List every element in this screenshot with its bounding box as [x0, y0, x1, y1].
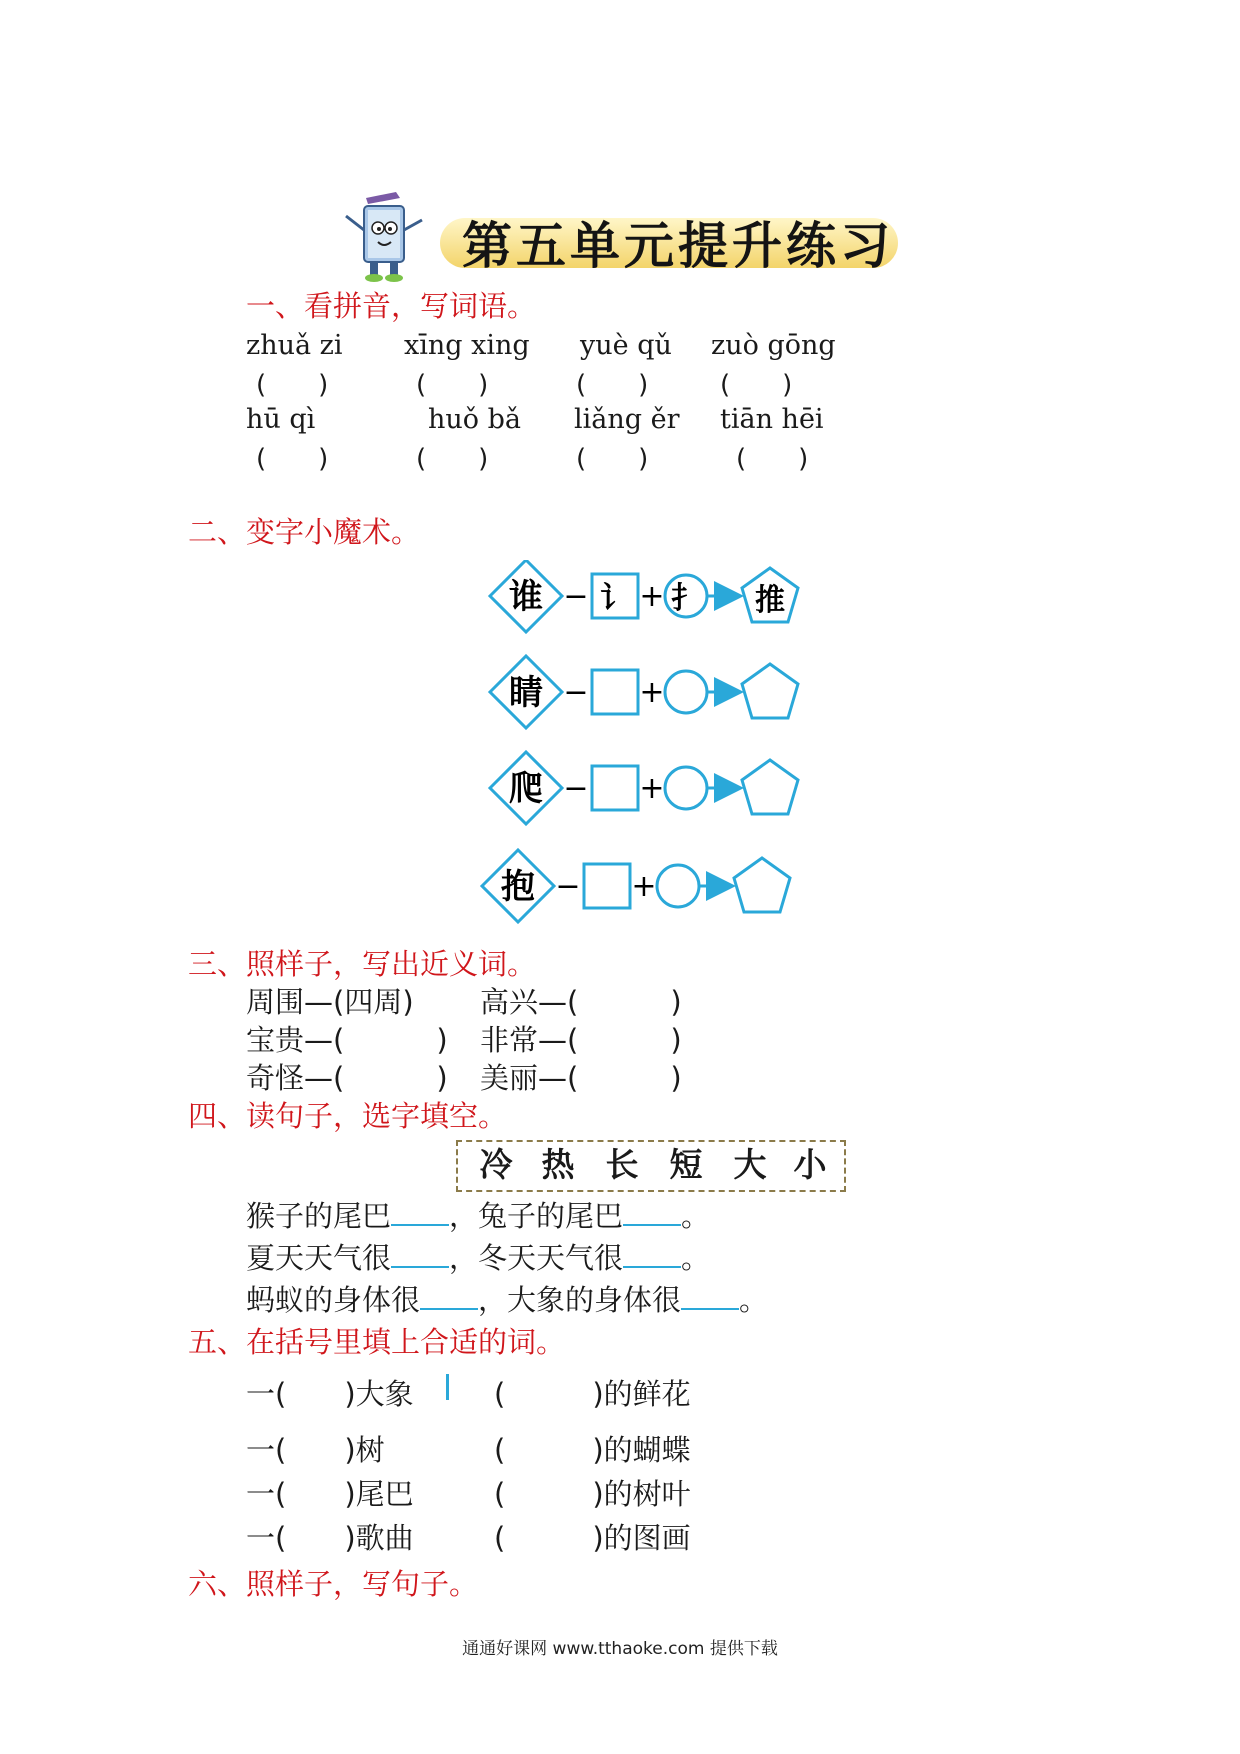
section-5-heading: 五、在括号里填上合适的词。	[188, 1325, 566, 1359]
source-char: 睛	[509, 673, 543, 713]
magic-row-example	[490, 560, 798, 632]
word-option[interactable]: 冷	[479, 1145, 513, 1184]
word-bank	[456, 1140, 846, 1192]
page-title: 第五单元提升练习	[462, 216, 894, 275]
plus-sign: +	[639, 579, 665, 614]
pinyin-4: zuò gōng	[711, 330, 836, 361]
pinyin-8: tiān hēi	[720, 404, 824, 435]
pinyin-7: liǎng ěr	[574, 404, 680, 435]
word-option[interactable]: 小	[793, 1145, 827, 1184]
square-blank	[592, 766, 638, 810]
synonym-item[interactable]: 美丽—( )	[480, 1061, 682, 1095]
answer-paren[interactable]: ( )	[416, 370, 489, 400]
removed-radical: 讠	[600, 581, 630, 616]
magic-row	[490, 656, 798, 728]
synonym-item[interactable]: 奇怪—( )	[246, 1061, 448, 1095]
source-char: 抱	[501, 867, 535, 907]
minus-sign: −	[563, 675, 589, 710]
minus-sign: −	[563, 579, 589, 614]
adjective-item[interactable]: ( )的鲜花	[494, 1377, 691, 1411]
circle-blank	[665, 671, 707, 713]
plus-sign: +	[631, 869, 657, 904]
answer-paren[interactable]: ( )	[416, 444, 489, 474]
section-4-heading: 四、读句子，选字填空。	[188, 1099, 508, 1133]
section-3-heading: 三、照样子，写出近义词。	[188, 947, 537, 981]
magic-row	[490, 752, 798, 824]
fill-blank[interactable]	[681, 1284, 739, 1310]
fill-blank[interactable]	[623, 1200, 681, 1226]
circle-blank	[657, 865, 699, 907]
pinyin-5: hū qì	[246, 404, 316, 435]
answer-paren[interactable]: ( )	[736, 444, 809, 474]
section-2-heading: 二、变字小魔术。	[188, 515, 421, 549]
measure-word-item[interactable]: 一( )歌曲	[246, 1521, 414, 1555]
answer-paren[interactable]: ( )	[576, 370, 649, 400]
text-cursor	[446, 1374, 449, 1400]
synonym-item[interactable]: 非常—( )	[480, 1023, 682, 1057]
word-option[interactable]: 大	[733, 1145, 767, 1184]
adjective-item[interactable]: ( )的蝴蝶	[494, 1433, 691, 1467]
fill-blank[interactable]	[623, 1242, 681, 1268]
pinyin-1: zhuǎ zi	[246, 330, 343, 361]
added-radical: 扌	[671, 581, 701, 616]
synonym-item[interactable]: 宝贵—( )	[246, 1023, 448, 1057]
fill-sentence: 蚂蚁的身体很 ，大象的身体很 。	[246, 1283, 769, 1317]
word-option[interactable]: 长	[605, 1145, 639, 1184]
answer-paren[interactable]: ( )	[720, 370, 793, 400]
pentagon-blank	[742, 664, 798, 718]
footer-credit: 通通好课网 www.tthaoke.com 提供下载	[462, 1639, 778, 1659]
answer-paren[interactable]: ( )	[256, 444, 329, 474]
adjective-item[interactable]: ( )的树叶	[494, 1477, 691, 1511]
answer-paren[interactable]: ( )	[576, 444, 649, 474]
pinyin-6: huǒ bǎ	[428, 404, 521, 435]
fill-sentence: 猴子的尾巴 ，兔子的尾巴 。	[246, 1199, 711, 1233]
fill-blank[interactable]	[420, 1284, 478, 1310]
square-blank	[584, 864, 630, 908]
pentagon-blank	[742, 760, 798, 814]
square-blank	[592, 670, 638, 714]
plus-sign: +	[639, 675, 665, 710]
answer-paren[interactable]: ( )	[256, 370, 329, 400]
section-6-heading: 六、照样子，写句子。	[188, 1567, 479, 1601]
minus-sign: −	[555, 869, 581, 904]
minus-sign: −	[563, 771, 589, 806]
char-magic-diagram	[480, 560, 820, 940]
source-char: 爬	[509, 769, 543, 809]
pinyin-2: xīng xing	[404, 330, 530, 361]
circle-blank	[665, 767, 707, 809]
fill-blank[interactable]	[391, 1200, 449, 1226]
fill-sentence: 夏天天气很 ，冬天天气很 。	[246, 1241, 711, 1275]
synonym-item: 周围—(四周)	[246, 985, 414, 1019]
measure-word-item[interactable]: 一( )树	[246, 1433, 385, 1467]
magic-row	[482, 850, 790, 922]
measure-word-item[interactable]: 一( )大象	[246, 1377, 414, 1411]
synonym-item[interactable]: 高兴—( )	[480, 985, 682, 1019]
word-option[interactable]: 短	[669, 1145, 703, 1184]
source-char: 谁	[509, 577, 543, 617]
plus-sign: +	[639, 771, 665, 806]
pinyin-3: yuè qǔ	[580, 330, 672, 361]
section-1-heading: 一、看拼音，写词语。	[246, 289, 537, 323]
word-option[interactable]: 热	[541, 1145, 575, 1184]
book-mascot-icon	[338, 186, 428, 286]
result-char: 推	[755, 583, 785, 618]
adjective-item[interactable]: ( )的图画	[494, 1521, 691, 1555]
fill-blank[interactable]	[391, 1242, 449, 1268]
measure-word-item[interactable]: 一( )尾巴	[246, 1477, 414, 1511]
pentagon-blank	[734, 858, 790, 912]
